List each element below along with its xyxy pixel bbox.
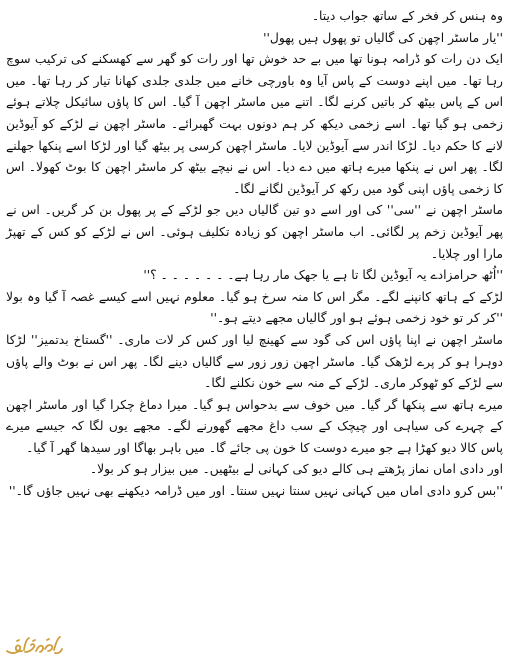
paragraph-10: ''بس کرو دادی اماں میں کہانی نہیں سنتا نہیں سنتا۔ اور میں ڈرامہ دیکھنے بھی نہیں جاؤں گا۔''	[8, 484, 503, 499]
story-text	[6, 6, 503, 503]
paragraph-2: ''یار ماسٹر اچھن کی گالیاں تو پھول ہیں پھول''	[263, 30, 503, 45]
signature-graphic	[3, 633, 65, 659]
paragraph-4: ماسٹر اچھن نے ''سی'' کی اور اسے دو تین گالیاں دیں جو لڑکے کے پر پھول بن کر گریں۔ اس نے پھر آیوڈین زخم پر لگائی۔ اب ماسٹر اچھن کو زیادہ تکلیف ہوئی۔ اس نے لڑکے کو کس کے تھپڑ مارا اور چلایا۔	[6, 203, 503, 261]
paragraph-3: ایک دن رات کو ڈرامہ ہونا تھا میں بے حد خوش تھا اور رات کو گھر سے کھسکنے کی ترکیب سوچ رہا تھا۔ میں اپنے دوست کے پاس آیا وہ باورچی خانے میں جلدی جلدی کھانا تیار کر رہا تھا۔ میں اس کے پاس بیٹھ کر باتیں کرنے لگا۔ اتنے میں ماسٹر اچھن آ گیا۔ اس کا پاؤں سائیکل چلاتے ہوئے زخمی ہو گیا تھا۔ اسے زخمی دیکھ کر ہم دونوں بہت گھبرائے۔ ماسٹر اچھن نے لڑکے کو آیوڈین لانے کا حکم دیا۔ لڑکا اندر سے آیوڈین لایا۔ ماسٹر اچھن کرسی پر بیٹھ گیا اور لڑکا اسے پنکھا جھلنے لگا۔ پھر اس نے پنکھا میرے ہاتھ میں دے دیا۔ اس نے نیچے بیٹھ کر ماسٹر اچھن کا بوٹ کھولا۔ اس کا زخمی پاؤں اپنی گود میں رکھ کر آیوڈین لگانے لگا۔	[6, 52, 503, 196]
author-signature	[3, 633, 65, 659]
paragraph-6: لڑکے کے ہاتھ کانپنے لگے۔ مگر اس کا منہ سرخ ہو گیا۔ معلوم نہیں اسے کیسے غصہ آ گیا وہ بولا ''کر کر تو خود زخمی ہوئے ہو اور گالیاں مجھے دیتے ہو۔''	[6, 289, 503, 326]
paragraph-7: ماسٹر اچھن نے اپنا پاؤں اس کی گود سے کھینچ لیا اور کس کر لات ماری۔ ''گستاخ بدتمیز'' لڑکا دوہرا ہو کر پرے لڑھک گیا۔ ماسٹر اچھن زور زور سے گالیاں دینے لگا۔ پھر اس نے بوٹ والے پاؤں سے لڑکے کو ٹھوکر ماری۔ لڑکے کے منہ سے خون نکلنے لگا۔	[6, 332, 503, 391]
paragraph-1: وہ ہنس کر فخر کے ساتھ جواب دیتا۔	[311, 9, 503, 23]
paragraph-9: اور دادی اماں نماز پڑھتے ہی کالے دیو کی کہانی لے بیٹھیں۔ میں بیزار ہو کر بولا۔	[89, 462, 503, 477]
paragraph-5: ''اُٹھ حرامزادے یہ آیوڈین لگا تا ہے یا جھک مار رہا ہے۔ ۔ ۔ ۔ ۔ ۔ ۔ ؟''	[143, 268, 503, 283]
paragraph-8: میرے ہاتھ سے پنکھا گر گیا۔ میں خوف سے بدحواس ہو گیا۔ میرا دماغ چکرا گیا اور ماسٹر اچھن کے چہرے کی سیاہی اور چیچک کے سب داغ مجھے گھورنے لگے۔ مجھے یوں لگا کہ جیسے میرے پاس کالا دیو کھڑا ہے جو میرے دوست کا خون پی جائے گا۔ میں باہر بھاگا اور سیدھا گھر آ گیا۔	[6, 397, 503, 455]
